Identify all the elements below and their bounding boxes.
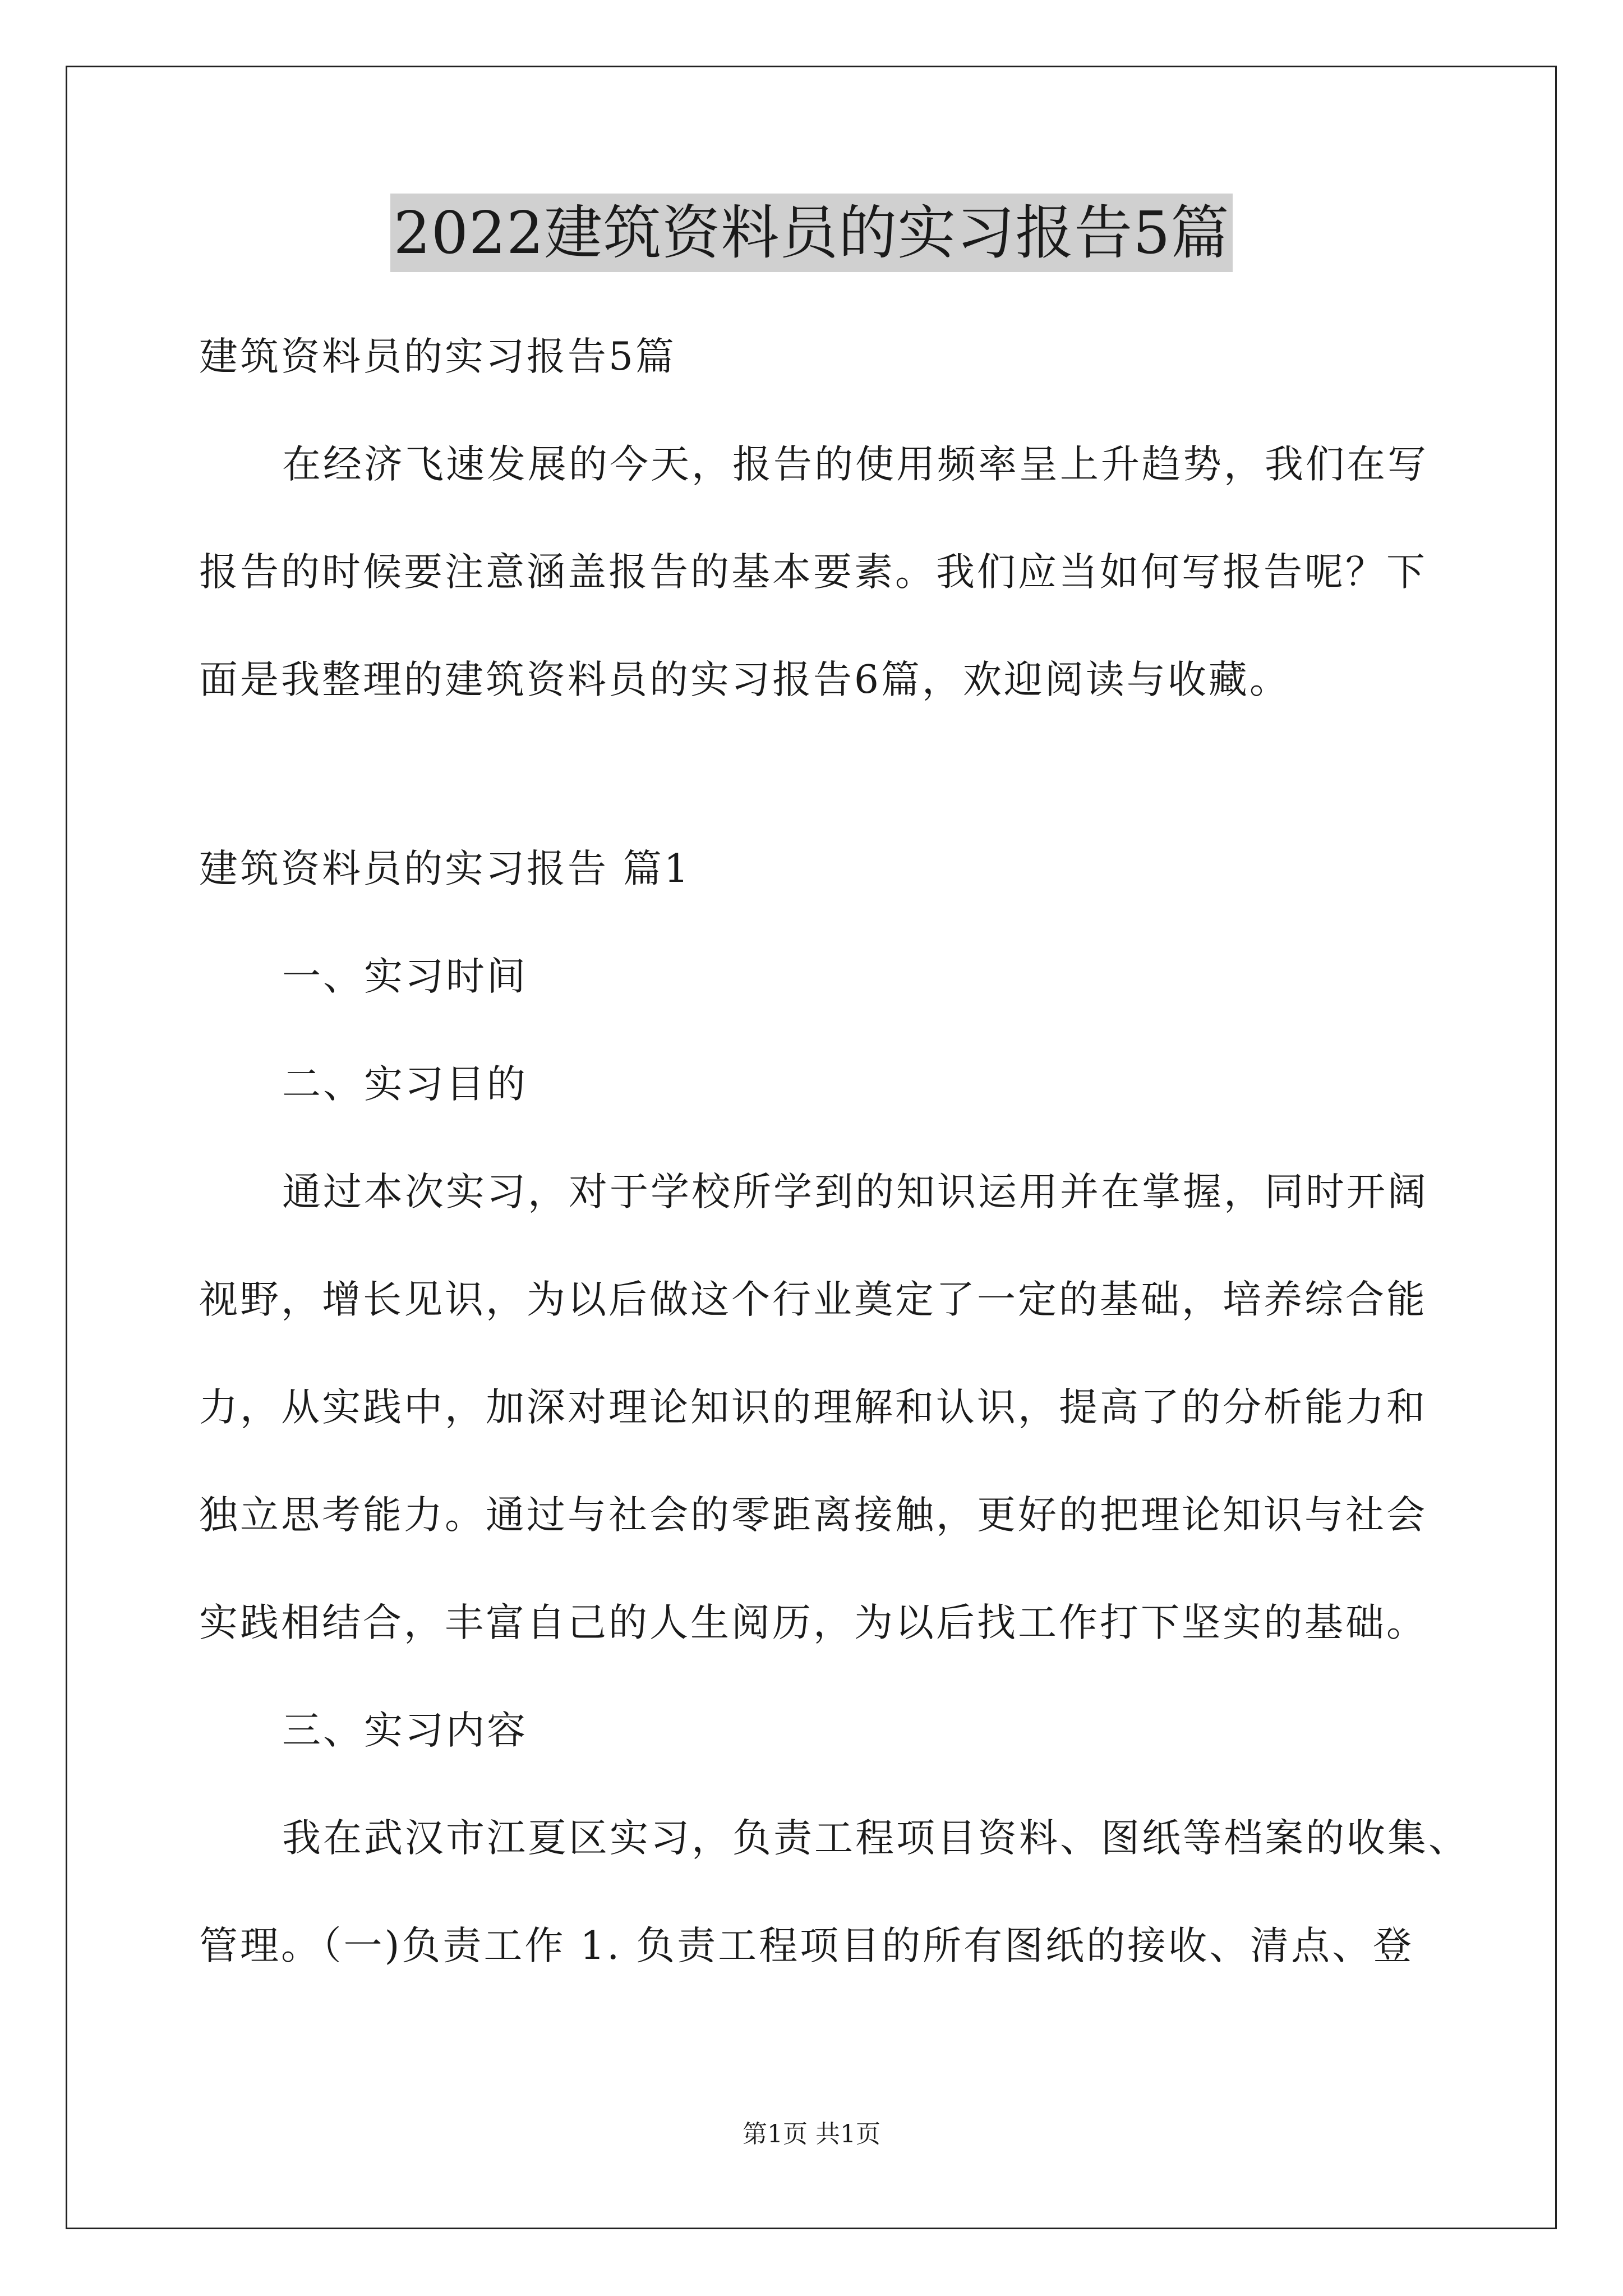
title-container <box>0 194 1623 272</box>
heading-internship-time: 一、实习时间 <box>282 954 528 999</box>
purpose-line: 视野，增长见识，为以后做这个行业奠定了一定的基础，培养综合能 <box>199 1277 1427 1322</box>
paragraph-gap <box>199 734 1489 815</box>
heading-internship-purpose: 二、实习目的 <box>282 1062 528 1107</box>
section-heading: 建筑资料员的实习报告 篇1 <box>199 846 691 891</box>
content-line: 管理。（一)负责工作 1. 负责工程项目的所有图纸的接收、清点、登 <box>199 1924 1414 1968</box>
purpose-line: 力，从实践中，加深对理论知识的理解和认识，提高了的分析能力和 <box>199 1385 1427 1430</box>
intro-line: 面是我整理的建筑资料员的实习报告6篇，欢迎阅读与收藏。 <box>199 657 1290 702</box>
content-line: 我在武汉市江夏区实习，负责工程项目资料、图纸等档案的收集、 <box>282 1816 1469 1861</box>
purpose-line: 实践相结合，丰富自己的人生阅历，为以后找工作打下坚实的基础。 <box>199 1600 1427 1645</box>
subtitle: 建筑资料员的实习报告5篇 <box>199 334 676 379</box>
purpose-line: 独立思考能力。通过与社会的零距离接触，更好的把理论知识与社会 <box>199 1493 1427 1538</box>
heading-internship-content: 三、实习内容 <box>282 1708 528 1753</box>
document-title: 2022建筑资料员的实习报告5篇 <box>390 194 1233 272</box>
document-body <box>199 303 1489 2000</box>
purpose-line: 通过本次实习，对于学校所学到的知识运用并在掌握，同时开阔 <box>282 1170 1428 1214</box>
page-footer: 第1页 共1页 <box>743 2120 880 2148</box>
intro-line: 在经济飞速发展的今天，报告的使用频率呈上升趋势，我们在写 <box>282 442 1428 487</box>
intro-line: 报告的时候要注意涵盖报告的基本要素。我们应当如何写报告呢？下 <box>199 550 1427 595</box>
